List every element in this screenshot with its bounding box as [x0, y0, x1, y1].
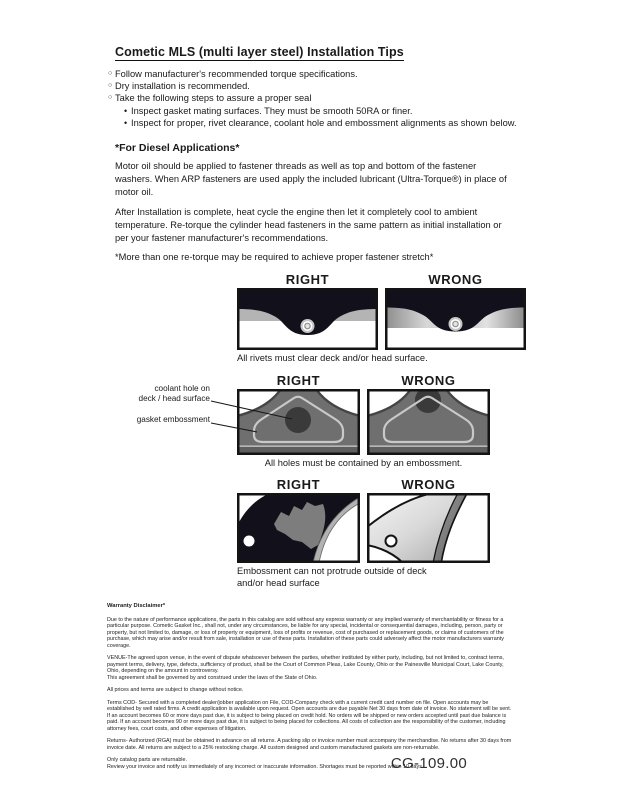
- paragraph: Motor oil should be applied to fastener threads as well as top and bottom of the fastener washers. When ARP fasteners are used apply the included lubricant (Ultra-Torque®) in place of motor oil.: [115, 161, 507, 197]
- diagram-caption: All rivets must clear deck and/or head surface.: [237, 353, 428, 364]
- list-item: [108, 68, 618, 80]
- callout-labels: [107, 384, 237, 455]
- circle-bullet-icon: ○: [108, 82, 113, 90]
- list-item: [108, 80, 618, 92]
- wrong-label: WRONG: [401, 372, 456, 388]
- rivet-icon: [449, 317, 463, 331]
- diagram-headers: [237, 272, 618, 287]
- diagram-caption: Embossment can not protrude outside of deck and/or head surface: [237, 566, 427, 588]
- diagram-panels: [237, 288, 618, 350]
- disclaimer-paragraph: All prices and terms are subject to change without notice.: [107, 687, 244, 694]
- list-item: [108, 92, 618, 104]
- list-item-text: Take the following steps to assure a proper seal: [115, 93, 312, 104]
- disclaimer-paragraph: Only catalog parts are returnable. Review your invoice and notify us immediately of any incorrect or inaccurate information. Shortages must be reported within 10 days.: [107, 757, 424, 770]
- bolt-hole: [386, 536, 397, 547]
- embossment-containment-diagram: [107, 373, 618, 470]
- rivet-wrong-panel: [385, 288, 526, 350]
- circle-bullet-icon: ○: [108, 70, 113, 77]
- list-item-text: Inspect gasket mating surfaces. They must be smooth 50RA or finer.: [131, 105, 413, 116]
- disclaimer-heading: Warranty Disclaimer*: [107, 603, 166, 610]
- rivet-clearance-diagram: [107, 272, 618, 365]
- diagram-panels: [237, 493, 618, 563]
- rivet-icon: [301, 319, 315, 333]
- page-title: Cometic MLS (multi layer steel) Installation Tips: [115, 45, 404, 59]
- tips-list: [107, 68, 618, 129]
- circle-bullet-icon: ○: [108, 94, 113, 102]
- bolt-hole: [244, 536, 255, 547]
- diesel-applications-heading: *For Diesel Applications*: [115, 142, 240, 155]
- gasket-embossment-label: gasket embossment: [136, 414, 210, 424]
- page-code: CG-109.00: [390, 755, 467, 772]
- diagram-headers: [237, 373, 618, 388]
- list-item: [124, 105, 618, 117]
- dot-bullet-icon: •: [124, 105, 128, 116]
- wrong-label: WRONG: [428, 272, 483, 288]
- diagram-headers: [237, 477, 618, 492]
- dot-bullet-icon: •: [124, 117, 128, 128]
- list-item-text: Inspect for proper, rivet clearance, coolant hole and embossment alignments as shown below.: [131, 117, 517, 128]
- diagram-row: [107, 383, 618, 455]
- coolant-hole-label: coolant hole on deck / head surface: [138, 383, 210, 404]
- disclaimer-paragraph: Returns- Authorized (RGA) must be obtained in advance on all returns. A packing slip or invoice number must accompany the merchandise. No returns after 30 days from invoice date. All returns are subject to a 25% restocking charge. All custom designed and custom manufactured gaskets are non-returnable.: [107, 738, 512, 751]
- diagram-caption: All holes must be contained by an embossment.: [264, 457, 463, 468]
- paragraph: *More than one re-torque may be required to achieve proper fastener stretch*: [115, 252, 434, 263]
- embossment-right-panel: [237, 389, 360, 455]
- disclaimer-paragraph: Terms COD- Secured with a completed dealer/jobber application on File, COD-Company check with a current credit card number on file. Open accounts may be established by well rated firms. A credit application is available upon request. Open accounts are due payable Net 30 days from date of invoice. No statement will be sent. If an account becomes 60 or more days past due, it is subject to being placed on credit hold. No orders will be shipped or new orders accepted until past due balance is paid. If an account becomes 90 or more days past due, it is subject to being placed for collections. All costs of collection are the responsibility of the customer, including attorney fees, court costs, and other expenses of litigation.: [107, 699, 512, 732]
- embossment-wrong-panel: [367, 389, 490, 455]
- protrusion-right-panel: [237, 493, 360, 563]
- embossment-protrusion-diagram: [107, 477, 618, 589]
- coolant-hole: [285, 407, 311, 433]
- rivet-right-panel: [237, 288, 378, 350]
- right-label: RIGHT: [285, 272, 330, 288]
- warranty-disclaimer: [107, 603, 513, 770]
- right-label: RIGHT: [276, 477, 321, 493]
- wrong-label: WRONG: [401, 477, 456, 493]
- disclaimer-paragraph: Due to the nature of performance applications, the parts in this catalog are sold without any express warranty or any implied warranty of merchantability or fitness for a particular purpose. Cometic Gasket Inc., shall not, under any circumstances, be liable for any special, incidental or consequential damages, including, person, party or property, but not limited to, damage, or loss of property or equipment, loss of profits or revenue, cost of purchased or replacement goods, or claims of customers of the purchase, which may arise and/or result from sale, installation or use of these parts. Installation of these parts could adversely affect the motor manufacturers warranty coverage.: [107, 616, 504, 649]
- list-item-text: Follow manufacturer's recommended torque specifications.: [115, 69, 358, 79]
- page-content: [0, 18, 618, 770]
- list-item-text: Dry installation is recommended.: [115, 81, 250, 92]
- list-item: [124, 117, 618, 129]
- protrusion-wrong-panel: [367, 493, 490, 563]
- right-label: RIGHT: [276, 372, 321, 388]
- disclaimer-paragraph: VENUE-The agreed upon venue, in the event of dispute whatsoever between the parties, whether instituted by either party, including, but not limited to, contract terms, payment terms, delivery, type, defects, sufficiency of product, shall be the Court of Common Pleas, Lake County, Ohio or the Painesville Municipal Court, Lake County, Ohio, depending on the amount in controversy. This agreement shall be governed by and construed under the laws of the State of Ohio.: [107, 655, 504, 681]
- paragraph: After Installation is complete, heat cycle the engine then let it completely cool to ambient temperature. Re-torque the cylinder head fasteners in the same pattern as initial installation or per your fastener manufacturer's recommendations.: [115, 206, 502, 243]
